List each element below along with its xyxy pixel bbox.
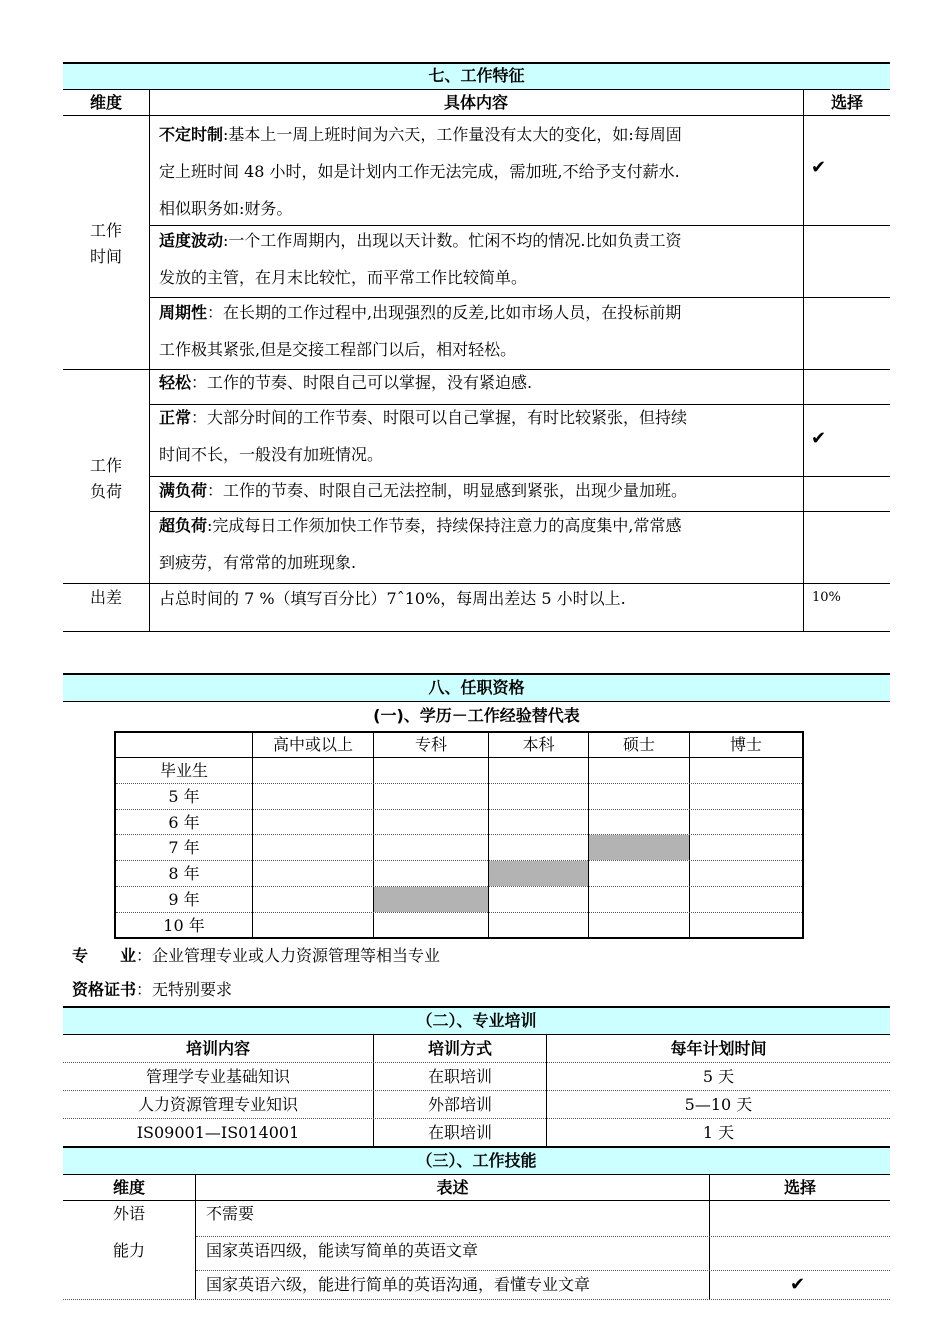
train-cell: 管理学专业基础知识 — [145, 1067, 290, 1086]
skill-header: 表述 — [436, 1178, 469, 1197]
travel-text: 占总时间的 7 %（填写百分比）7ˆ10%，每周出差达 5 小时以上. — [159, 589, 626, 608]
sub2-title: （二）、专业培训 — [63, 1008, 890, 1034]
item-moderate: 适度波动:一个工作周期内，出现以天计数。忙闲不均的情况.比如负责工资 发放的主管，在月末比较忙，而平常工作比较简单。 — [159, 231, 682, 287]
major-line: 专 业：企业管理专业或人力资源管理等相当专业 — [72, 946, 441, 965]
check-icon: ✔ — [811, 428, 827, 449]
edu-col-header: 高中或以上 — [272, 735, 353, 754]
edu-row-label: 毕业生 — [159, 761, 208, 780]
item-full: 满负荷：工作的节奏、时限自己无法控制，明显感到紧张，出现少量加班。 — [159, 481, 688, 500]
section8-title: 八、任职资格 — [63, 675, 890, 701]
edu-row-label: 8 年 — [168, 864, 200, 883]
shaded-cell-college-9y — [374, 887, 488, 912]
work-load-label: 工作 负荷 — [89, 456, 122, 501]
section7-title: 七、工作特征 — [63, 63, 890, 89]
train-cell: 在职培训 — [427, 1067, 492, 1086]
item-irregular: 不定时制:基本上一周上班时间为六天，工作量没有太大的变化，如:每周固 定上班时间 48 小时，如是计划内工作无法完成，需加班,不给予支付薪水. 相似职务如:财务。 — [159, 125, 682, 218]
check-icon: ✔ — [811, 157, 827, 178]
header-select: 选择 — [830, 93, 863, 112]
shaded-cell-bachelor-8y — [489, 861, 588, 886]
train-cell: 5 天 — [702, 1067, 735, 1086]
train-cell: 在职培训 — [427, 1123, 492, 1142]
edu-col-header: 博士 — [729, 735, 762, 754]
train-cell: 5—10 天 — [684, 1095, 753, 1114]
travel-label: 出差 — [89, 588, 122, 607]
edu-row-label: 10 年 — [163, 916, 205, 935]
train-cell: IS09001—IS014001 — [136, 1123, 300, 1142]
skill-header: 选择 — [783, 1178, 816, 1197]
sub3-title: （三）、工作技能 — [63, 1148, 890, 1174]
skill-header: 维度 — [112, 1178, 145, 1197]
edu-col-header: 本科 — [522, 735, 555, 754]
skill-row: 国家英语六级，能进行简单的英语沟通，看懂专业文章 — [206, 1275, 591, 1294]
check-icon: ✔ — [790, 1274, 806, 1295]
skill-row: 国家英语四级，能读写简单的英语文章 — [206, 1241, 479, 1260]
edu-col-header: 硕士 — [622, 735, 655, 754]
skill-dim-label: 能力 — [112, 1241, 145, 1260]
cert-line: 资格证书：无特别要求 — [72, 980, 233, 999]
edu-row-label: 6 年 — [168, 813, 200, 832]
item-periodic: 周期性：在长期的工作过程中,出现强烈的反差,比如市场人员，在投标前期 工作极其紧张,但是交接工程部门以后，相对轻松。 — [159, 303, 682, 359]
train-header: 培训方式 — [427, 1039, 492, 1058]
edu-row-label: 7 年 — [168, 838, 200, 857]
work-time-label: 工作 时间 — [89, 221, 122, 266]
item-easy: 轻松：工作的节奏、时限自己可以掌握，没有紧迫感. — [159, 373, 533, 392]
shaded-cell-master-7y — [589, 835, 689, 860]
train-header: 每年计划时间 — [670, 1039, 767, 1058]
header-dim: 维度 — [89, 93, 122, 112]
train-cell: 人力资源管理专业知识 — [137, 1095, 298, 1114]
skill-dim-label: 外语 — [112, 1204, 145, 1223]
train-cell: 外部培训 — [427, 1095, 492, 1114]
train-header: 培训内容 — [185, 1039, 250, 1058]
edu-row-label: 9 年 — [168, 890, 200, 909]
sub1-title: (一)、学历－工作经验替代表 — [373, 706, 580, 725]
skill-row: 不需要 — [206, 1204, 255, 1223]
train-cell: 1 天 — [702, 1123, 735, 1142]
edu-col-header: 专科 — [414, 735, 447, 754]
item-normal: 正常：大部分时间的工作节奏、时限可以自己掌握，有时比较紧张，但持续 时间不长，一般没有加班情况。 — [159, 408, 688, 464]
item-overload: 超负荷:完成每日工作须加快工作节奏，持续保持注意力的高度集中,常常感 到疲劳，有常常的加班现象. — [159, 516, 682, 572]
header-content: 具体内容 — [443, 93, 508, 112]
edu-row-label: 5 年 — [168, 787, 200, 806]
travel-value: 10% — [812, 590, 841, 605]
